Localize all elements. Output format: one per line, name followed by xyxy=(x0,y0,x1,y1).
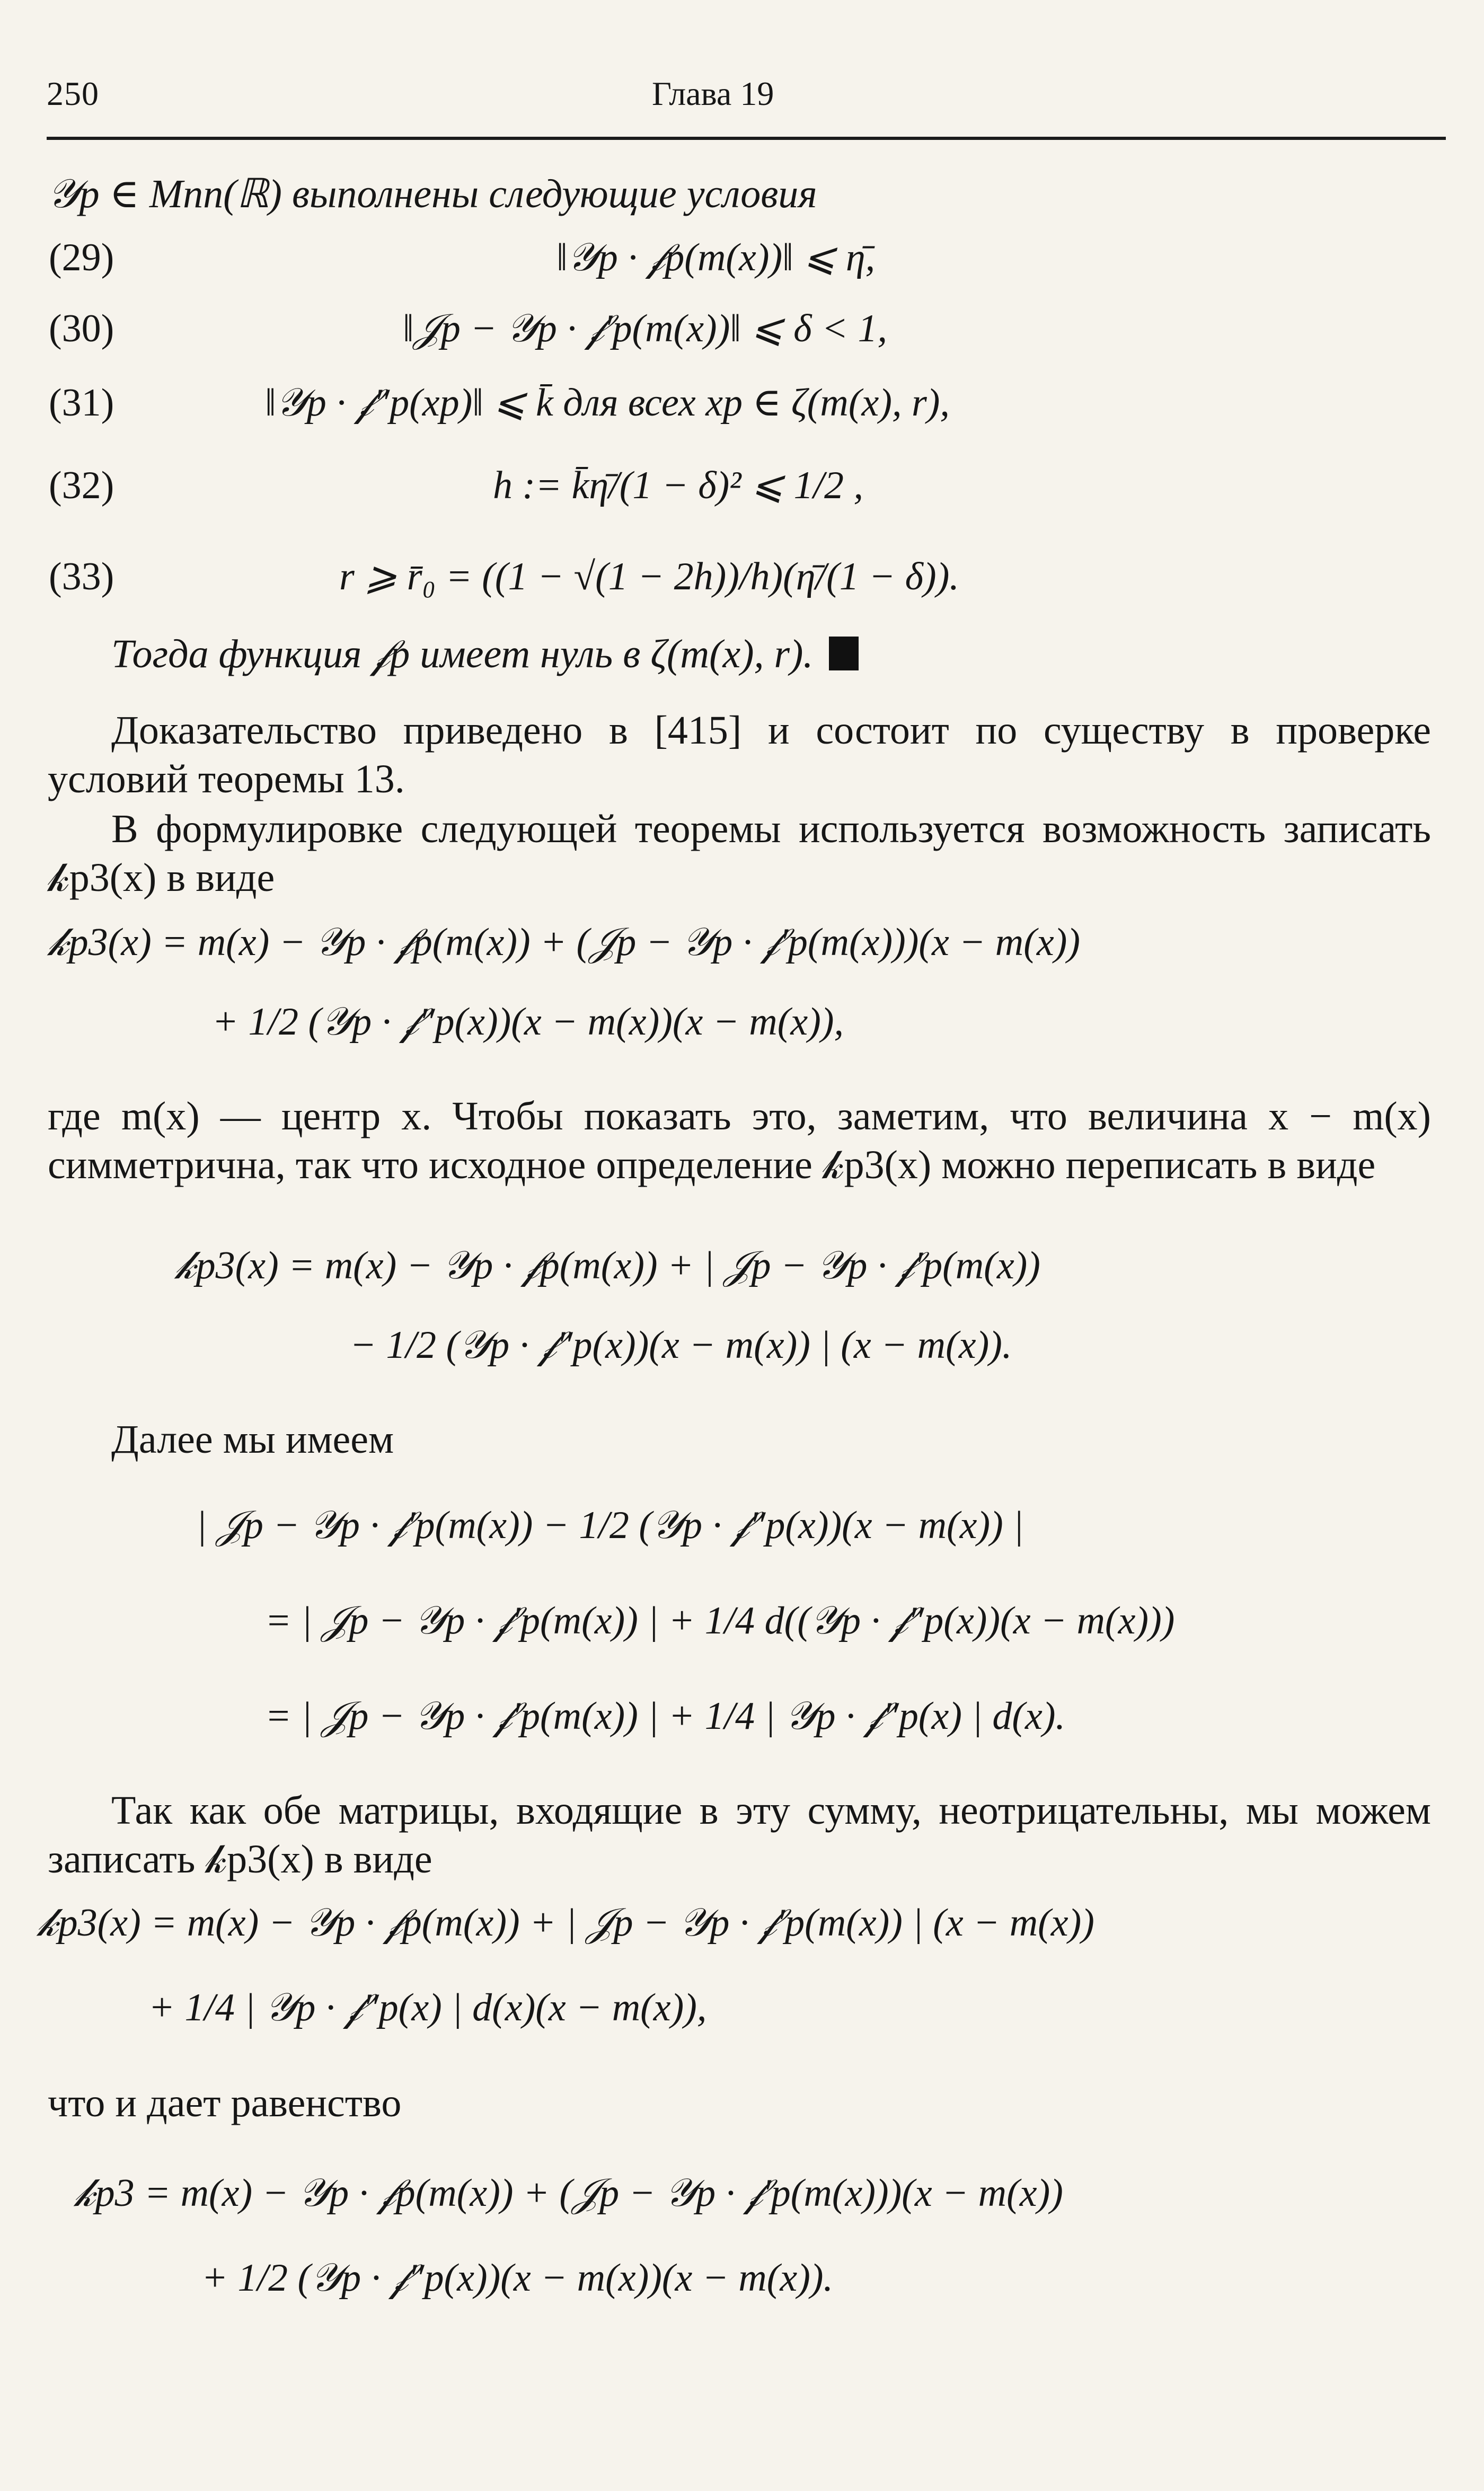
paragraph-proof-reference: Доказательство приведено в [415] и состоит по существу в проверке условий теоремы 13. xyxy=(48,708,1431,801)
formula-5-line-2: + 1/2 (𝒴р · 𝒻″р(x))(x − m(x))(x − m(x)). xyxy=(201,2256,834,2300)
equation-number-32: (32) xyxy=(49,464,114,507)
equation-number-29: (29) xyxy=(49,236,114,279)
formula-2-line-1: 𝓀р3(x) = m(x) − 𝒴р · 𝒻р(m(x)) + | 𝒥р − 𝒴р · 𝒻′р(m(x)) xyxy=(175,1244,1040,1287)
theorem-conclusion xyxy=(111,629,859,679)
equation-31: ‖𝒴р · 𝒻″р(xр)‖ ⩽ k̄ для всех xр ∈ ζ(m(x), r), xyxy=(265,381,950,425)
equation-number-33: (33) xyxy=(49,555,114,598)
formula-4-line-2: + 1/4 | 𝒴р · 𝒻″р(x) | d(x)(x − m(x)), xyxy=(148,1986,707,2029)
equation-number-31: (31) xyxy=(49,381,114,425)
formula-5-line-1: 𝓀р3 = m(x) − 𝒴р · 𝒻р(m(x)) + (𝒥р − 𝒴р · 𝒻′р(m(x)))(x − m(x)) xyxy=(74,2171,1063,2215)
condition-intro: 𝒴р ∈ Mnn(ℝ) выполнены следующие условия xyxy=(48,172,817,216)
formula-3-line-1: | 𝒥р − 𝒴р · 𝒻′р(m(x)) − 1/2 (𝒴р · 𝒻″р(x))(x − m(x)) | xyxy=(196,1504,1024,1547)
equation-29: ‖𝒴р · 𝒻р(m(x))‖ ⩽ η̄, xyxy=(556,236,876,279)
paragraph-equality: что и дает равенство xyxy=(48,2081,402,2125)
page-number: 250 xyxy=(47,75,99,112)
theorem-conclusion-text: Тогда функция 𝒻р имеет нуль в ζ(m(x), r). xyxy=(111,632,814,676)
equation-33: r ⩾ r̄₀ = ((1 − √(1 − 2h))/h)(η̄/(1 − δ)). xyxy=(339,555,959,598)
header-rule xyxy=(47,137,1446,140)
formula-2-line-2: − 1/2 (𝒴р · 𝒻″р(x))(x − m(x)) | (x − m(x)). xyxy=(350,1323,1012,1367)
equation-30: ‖𝒥р − 𝒴р · 𝒻′р(m(x))‖ ⩽ δ < 1, xyxy=(403,307,887,350)
paragraph-next-theorem: В формулировке следующей теоремы используется возможность записать 𝓀р3(x) в виде xyxy=(48,807,1431,900)
running-header-chapter: Глава 19 xyxy=(652,75,774,112)
paragraph-nonnegative: Так как обе матрицы, входящие в эту сумму, неотрицательны, мы можем записать 𝓀р3(x) в виде xyxy=(48,1788,1431,1882)
paragraph-further: Далее мы имеем xyxy=(111,1417,394,1462)
formula-1-line-2: + 1/2 (𝒴р · 𝒻″р(x))(x − m(x))(x − m(x)), xyxy=(212,1000,844,1044)
equation-number-30: (30) xyxy=(49,307,114,350)
formula-1-line-1: 𝓀р3(x) = m(x) − 𝒴р · 𝒻р(m(x)) + (𝒥р − 𝒴р · 𝒻′р(m(x)))(x − m(x)) xyxy=(48,921,1081,964)
end-of-proof-square-icon xyxy=(829,637,859,670)
formula-4-line-1: 𝓀р3(x) = m(x) − 𝒴р · 𝒻р(m(x)) + | 𝒥р − 𝒴р · 𝒻′р(m(x)) | (x − m(x)) xyxy=(37,1901,1094,1945)
formula-3-line-3: = | 𝒥р − 𝒴р · 𝒻′р(m(x)) | + 1/4 | 𝒴р · 𝒻″р(x) | d(x). xyxy=(265,1694,1065,1738)
equation-32: h := k̄η̄/(1 − δ)² ⩽ 1/2 , xyxy=(493,464,864,507)
formula-3-line-2: = | 𝒥р − 𝒴р · 𝒻′р(m(x)) | + 1/4 d((𝒴р · 𝒻″р(x))(x − m(x))) xyxy=(265,1599,1175,1642)
paragraph-symmetry: где m(x) — центр x. Чтобы показать это, заметим, что величина x − m(x) симметрична, так что исходное определение 𝓀р3(x) можно переписать в виде xyxy=(48,1094,1431,1187)
